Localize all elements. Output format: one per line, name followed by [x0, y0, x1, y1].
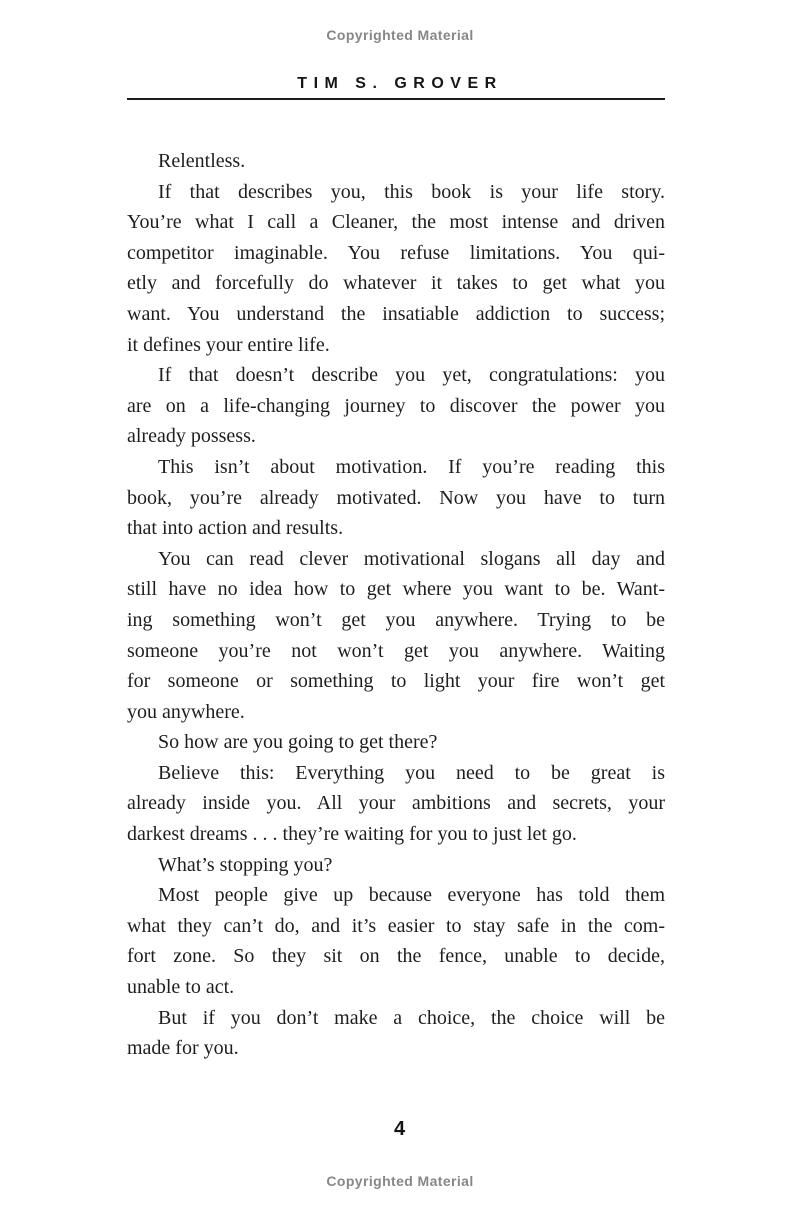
header-rule	[127, 98, 665, 100]
page-number: 4	[393, 1118, 407, 1140]
text-line: This isn’t about motivation. If you’re reading this	[158, 455, 665, 478]
text-line: unable to act.	[127, 976, 235, 999]
text-line: competitor imaginable. You refuse limitations. You qui-	[127, 241, 665, 264]
paragraph	[127, 177, 665, 361]
paragraph	[127, 452, 665, 544]
text-line: If that doesn’t describe you yet, congratulations: you	[158, 364, 665, 387]
paragraph	[127, 360, 665, 452]
text-line: someone you’re not won’t get you anywhere. Waiting	[127, 639, 665, 662]
body-text	[127, 146, 665, 1064]
text-line: for someone or something to light your fire won’t get	[127, 670, 665, 693]
paragraph	[127, 146, 665, 177]
copyright-notice-bottom: Copyrighted Material	[326, 1173, 474, 1189]
paragraph	[127, 850, 665, 881]
text-line: Most people give up because everyone has told them	[158, 884, 665, 907]
text-line: it defines your entire life.	[127, 333, 330, 356]
paragraph	[127, 1003, 665, 1064]
text-line: You’re what I call a Cleaner, the most intense and driven	[127, 211, 665, 234]
text-line: already possess.	[127, 425, 256, 448]
paragraph	[127, 544, 665, 728]
text-line: etly and forcefully do whatever it takes to get what you	[127, 272, 665, 295]
text-line: that into action and results.	[127, 517, 344, 540]
text-line: already inside you. All your ambitions and secrets, your	[127, 792, 665, 815]
text-line: made for you.	[127, 1037, 239, 1060]
paragraph	[127, 727, 665, 758]
text-line: you anywhere.	[127, 700, 245, 723]
text-line: what they can’t do, and it’s easier to stay safe in the com-	[127, 914, 665, 937]
text-line: want. You understand the insatiable addiction to success;	[127, 302, 665, 325]
text-line: are on a life-changing journey to discover the power you	[127, 394, 665, 417]
paragraph	[127, 758, 665, 850]
text-line: If that describes you, this book is your life story.	[158, 180, 665, 203]
text-line: You can read clever motivational slogans all day and	[158, 547, 665, 570]
text-line: ing something won’t get you anywhere. Trying to be	[127, 608, 665, 631]
text-line: But if you don’t make a choice, the choice will be	[158, 1006, 665, 1029]
text-line: Believe this: Everything you need to be great is	[158, 761, 665, 784]
text-line: Relentless.	[158, 150, 246, 172]
running-header-author: TIM S. GROVER	[297, 75, 503, 92]
text-line: still have no idea how to get where you want to be. Want-	[127, 578, 665, 601]
text-line: book, you’re already motivated. Now you have to turn	[127, 486, 665, 509]
text-line: fort zone. So they sit on the fence, unable to decide,	[127, 945, 665, 968]
paragraph	[127, 880, 665, 1002]
copyright-notice-top: Copyrighted Material	[326, 27, 474, 43]
text-line: darkest dreams . . . they’re waiting for you to just let go.	[127, 823, 577, 846]
text-line: What’s stopping you?	[158, 853, 333, 876]
text-line: So how are you going to get there?	[158, 731, 438, 754]
